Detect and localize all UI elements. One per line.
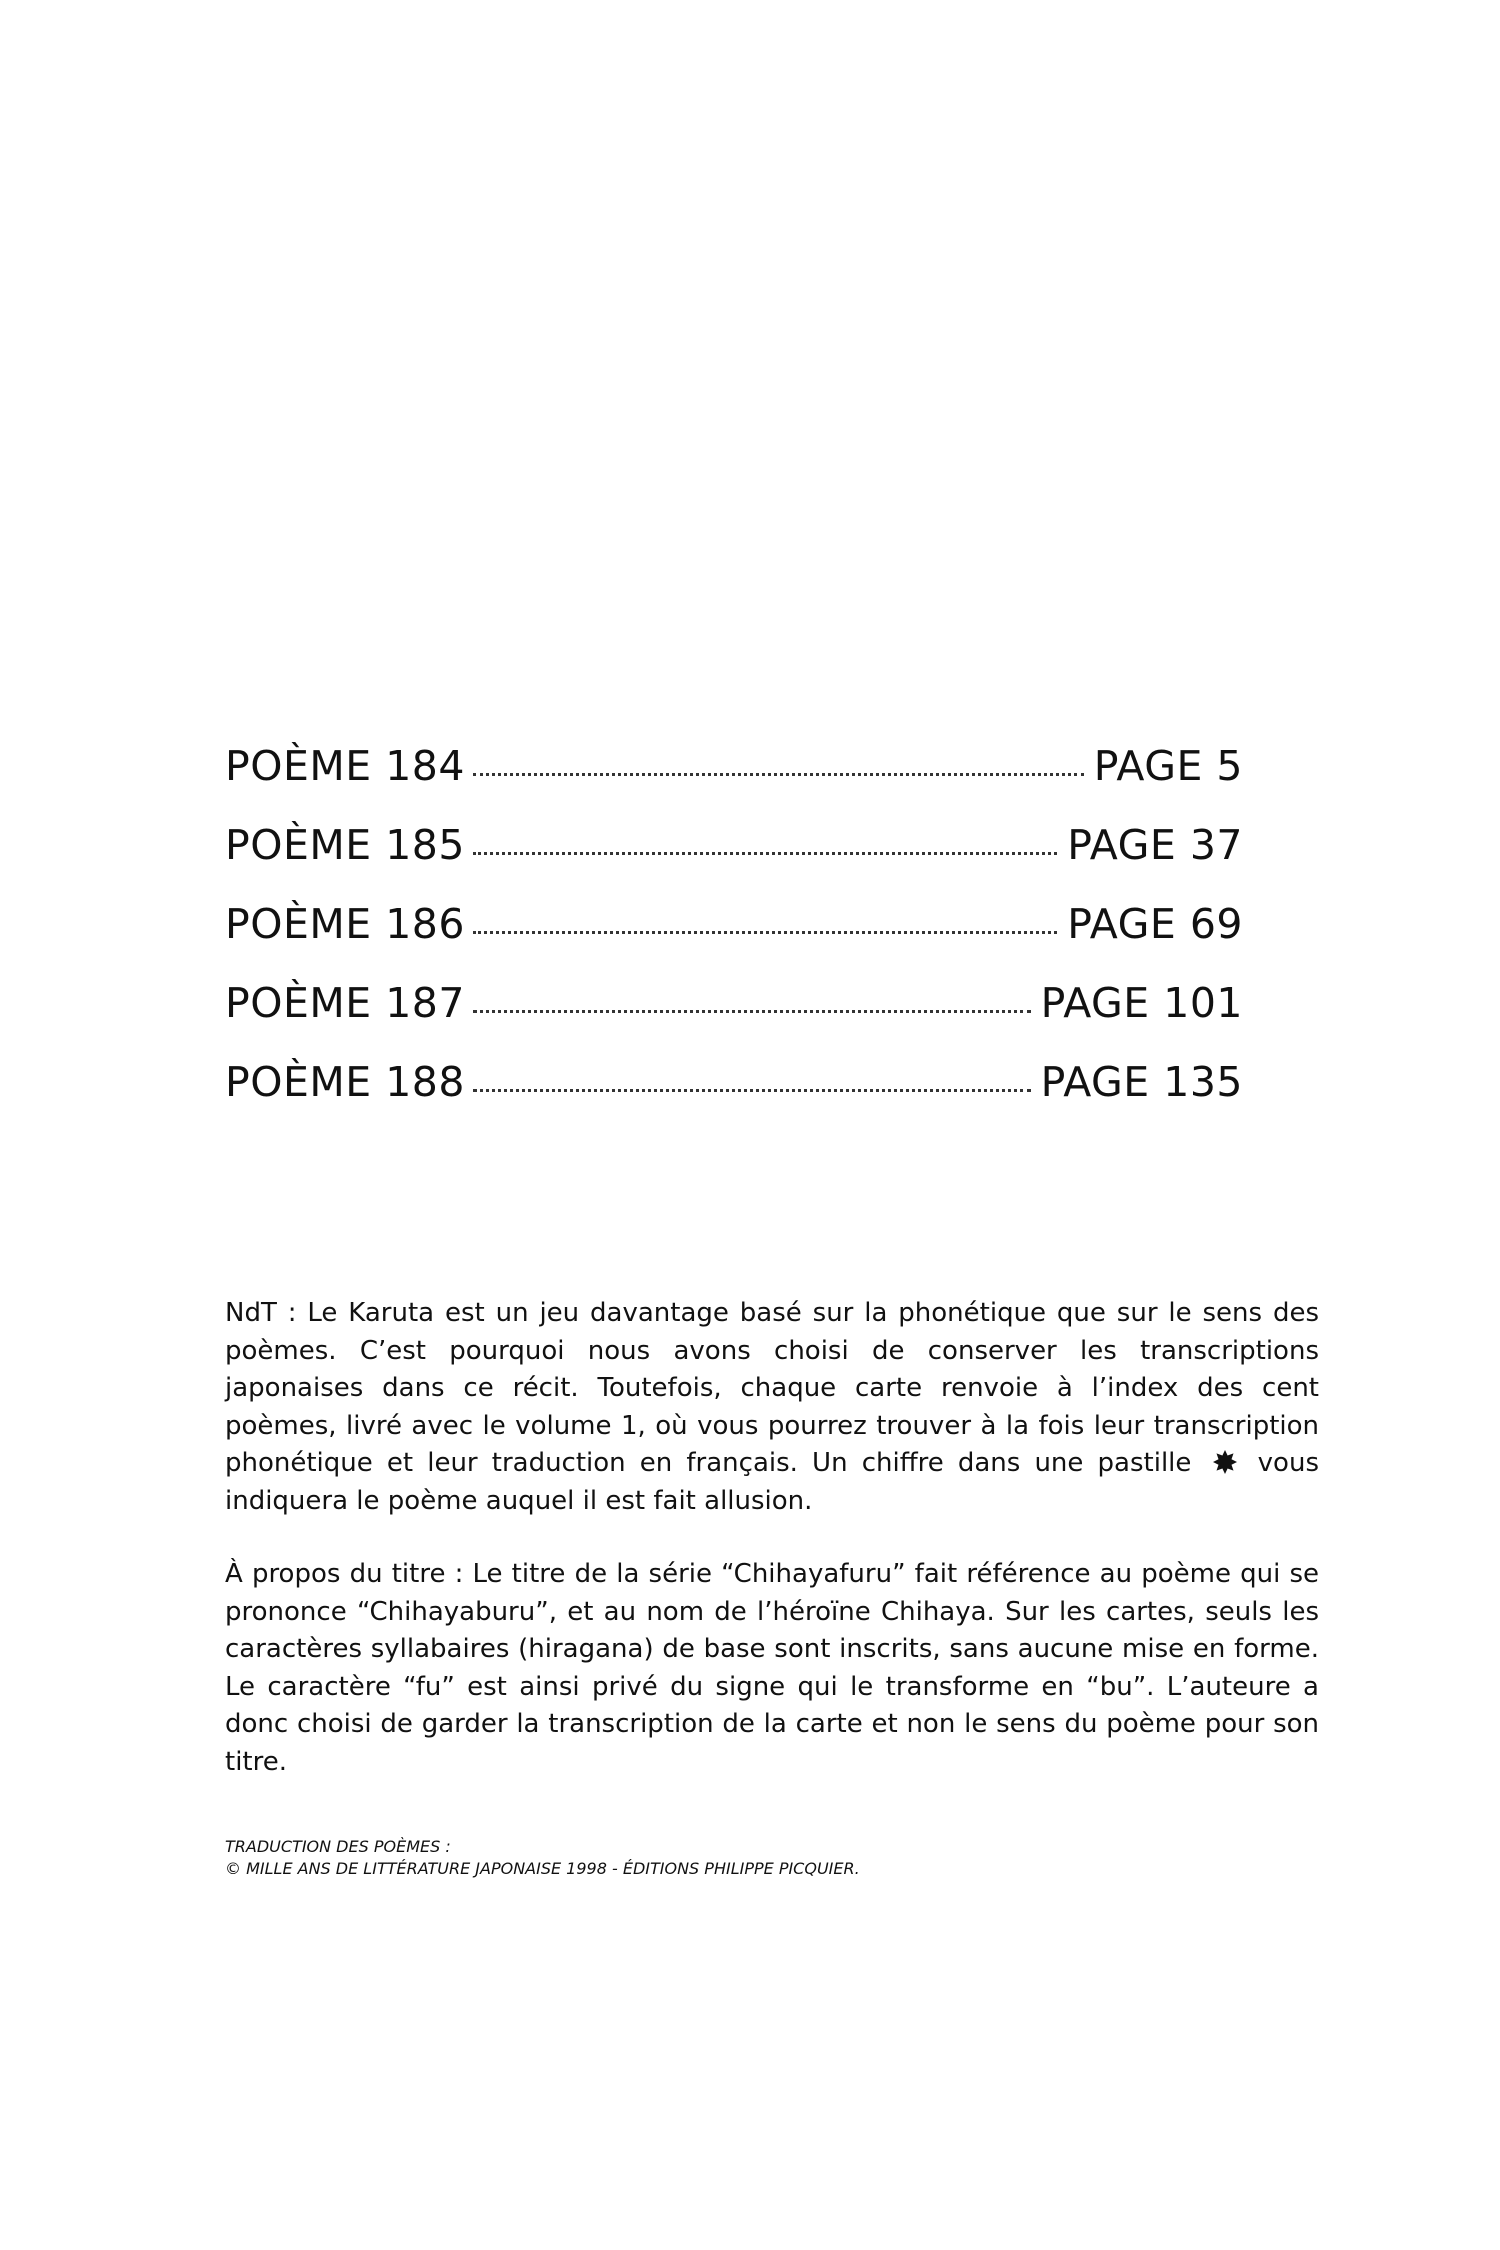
toc-entry-page: PAGE 69 (1067, 900, 1243, 948)
toc-entry-title: POÈME 187 (225, 979, 465, 1027)
credits-line: © MILLE ANS DE LITTÉRATURE JAPONAISE 1998 - ÉDITIONS PHILIPPE PICQUIER. (225, 1859, 860, 1878)
toc-entry-page: PAGE 135 (1040, 1058, 1243, 1106)
credits-line: TRADUCTION DES POÈMES : (225, 1837, 451, 1856)
toc-entry-title: POÈME 184 (225, 742, 465, 790)
toc-entry (225, 979, 1243, 1058)
toc-entry-title: POÈME 186 (225, 900, 465, 948)
toc-entry-title: POÈME 185 (225, 821, 465, 869)
toc-entry (225, 742, 1243, 821)
ndt-paragraph (225, 1295, 1319, 1520)
toc-entry-page: PAGE 101 (1040, 979, 1243, 1027)
title-note-paragraph: À propos du titre : Le titre de la série “Chihayafuru” fait référence au poème qui se prononce “Chihayaburu”, et au nom de l’héroïne Chihaya. Sur les cartes, seuls les caractères syllabaires (hiragana) de base sont inscrits, sans aucune mise en forme. Le caractère “fu” est ainsi privé du signe qui le transforme en “bu”. L’auteure a donc choisi de garder la transcription de la carte et non le sens du poème pour son titre. (225, 1559, 1319, 1777)
toc-entry (225, 900, 1243, 979)
toc-leader-dots (473, 1010, 1031, 1013)
toc-entry (225, 821, 1243, 900)
toc-entry-page: PAGE 37 (1067, 821, 1243, 869)
table-of-contents (225, 742, 1243, 1137)
toc-entry-title: POÈME 188 (225, 1058, 465, 1106)
translator-notes (225, 1295, 1319, 1781)
toc-leader-dots (473, 852, 1057, 855)
toc-leader-dots (473, 1089, 1031, 1092)
pastille-icon (1212, 1449, 1238, 1475)
credits (225, 1836, 1319, 1880)
toc-leader-dots (473, 773, 1084, 776)
toc-entry (225, 1058, 1243, 1137)
ndt-text-end: vous indiquera le poème auquel il est fait allusion. (225, 1448, 1319, 1516)
toc-leader-dots (473, 931, 1057, 934)
toc-entry-page: PAGE 5 (1093, 742, 1243, 790)
ndt-text: NdT : Le Karuta est un jeu davantage basé sur la phonétique que sur le sens des poèmes. C’est pourquoi nous avons choisi de conserver les transcriptions japonaises dans ce récit. Toutefois, chaque carte renvoie à l’index des cent poèmes, livré avec le volume 1, où vous pourrez trouver à la fois leur transcription phonétique et leur traduction en français. Un chiffre dans une pastille (225, 1298, 1319, 1478)
